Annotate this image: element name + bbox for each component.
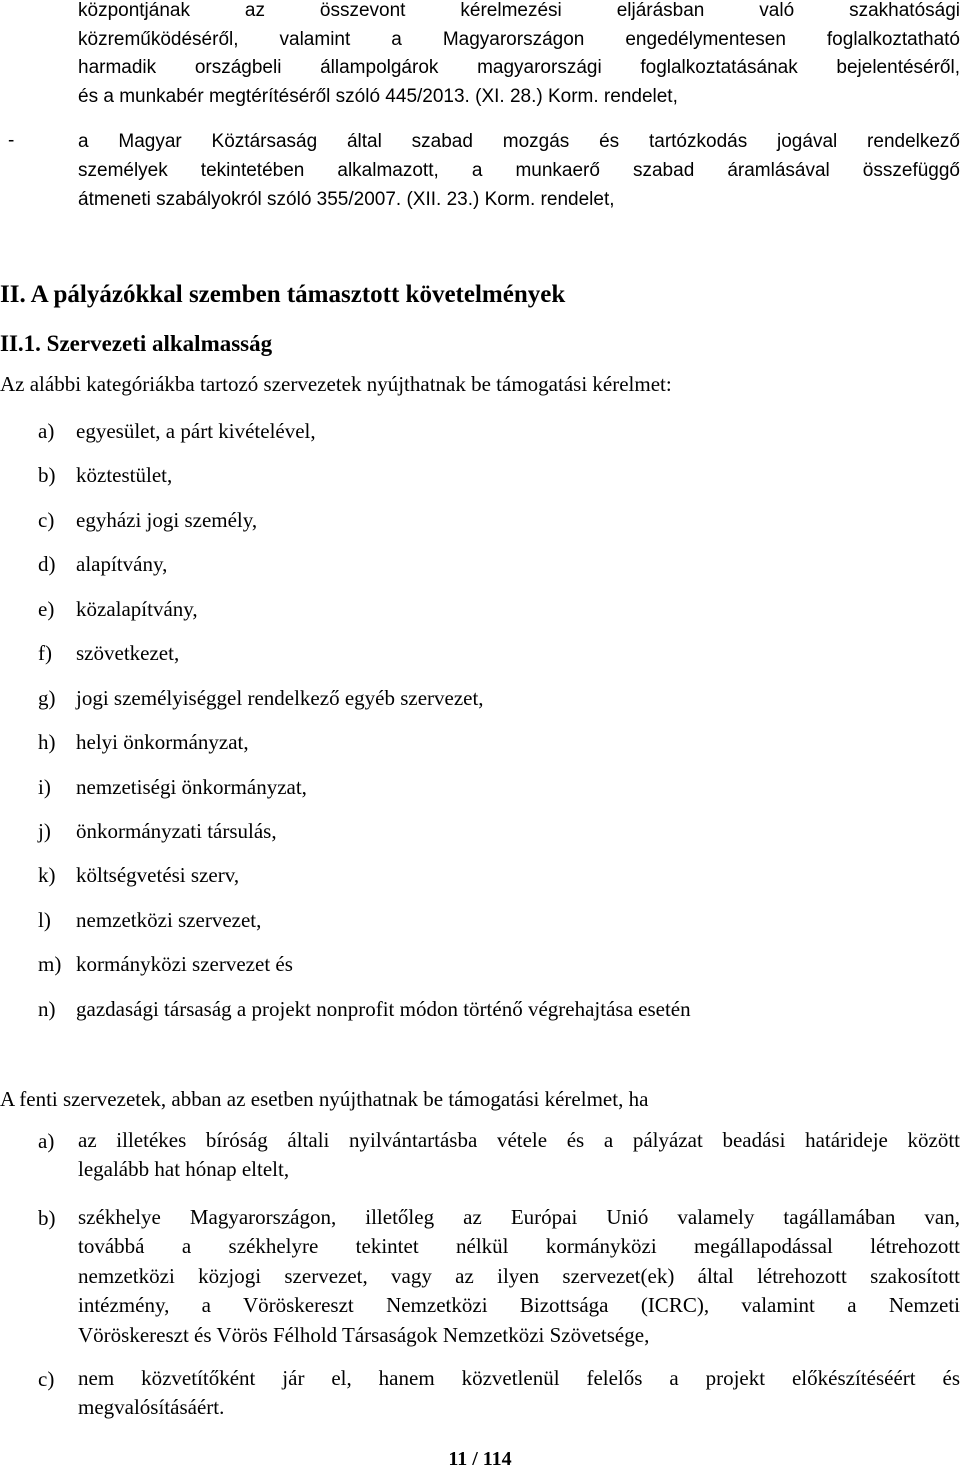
item-text: jogi személyiséggel rendelkező egyéb szervezet, [76, 685, 484, 710]
text-line: intézmény, a Vöröskereszt Nemzetközi Bizottsága (ICRC), valamint a Nemzeti [78, 1293, 960, 1318]
item-label: d) [38, 552, 56, 577]
item-label: f) [38, 641, 52, 666]
intro-paragraph: Az alábbi kategóriákba tartozó szervezetek nyújthatnak be támogatási kérelmet: [0, 372, 672, 396]
condition-label: b) [38, 1206, 56, 1230]
item-label: h) [38, 730, 56, 755]
item-text: gazdasági társaság a projekt nonprofit módon történő végrehajtása esetén [76, 996, 691, 1021]
list-item [0, 727, 960, 771]
list-item [0, 905, 960, 949]
list-item [0, 949, 960, 993]
text-line: a Magyar Köztársaság által szabad mozgás és tartózkodás jogával rendelkező [78, 131, 960, 152]
item-text: közalapítvány, [76, 596, 198, 621]
condition-label: c) [38, 1367, 55, 1391]
list-item [0, 594, 960, 638]
condition-body [78, 1364, 960, 1423]
item-text: szövetkezet, [76, 641, 180, 666]
list-item [0, 816, 960, 860]
list-item [0, 638, 960, 682]
condition-label: a) [38, 1129, 55, 1153]
conditions-intro: A fenti szervezetek, abban az esetben nyújthatnak be támogatási kérelmet, ha [0, 1087, 649, 1111]
text-line: székhelye Magyarországon, illetőleg az Európai Unió valamely tagállamában van, [78, 1205, 960, 1229]
list-item [0, 505, 960, 549]
list-item [0, 860, 960, 904]
text-line: legalább hat hónap eltelt, [78, 1157, 290, 1182]
list-item [0, 772, 960, 816]
text-line: nem közvetítőként jár el, hanem közvetlenül felelős a projekt előkészítéséért és [78, 1366, 960, 1390]
item-label: l) [38, 907, 51, 932]
item-text: egyházi jogi személy, [76, 507, 258, 532]
item-label: b) [38, 463, 56, 488]
item-label: e) [38, 596, 55, 621]
text-line: harmadik országbeli állampolgárok magyarországi foglalkoztatásának bejelentéséről, [78, 57, 960, 78]
bullet-marker: - [8, 130, 15, 151]
text-line: továbbá a székhelyre tekintet nélkül kormányközi megállapodással létrehozott [78, 1234, 960, 1259]
bullet-paragraph [78, 127, 960, 214]
list-item [0, 683, 960, 727]
item-text: egyesület, a párt kivételével, [76, 419, 316, 443]
item-label: m) [38, 952, 62, 977]
item-label: i) [38, 774, 51, 799]
text-line: személyek tekintetében alkalmazott, a munkaerő szabad áramlásával összefüggő [78, 160, 960, 181]
item-text: alapítvány, [76, 552, 168, 577]
item-text: köztestület, [76, 463, 173, 488]
section-heading: II. A pályázókkal szemben támasztott követelmények [0, 281, 566, 308]
item-text: helyi önkormányzat, [76, 730, 249, 755]
condition-body [78, 1126, 960, 1185]
item-label: n) [38, 996, 56, 1021]
list-item [0, 460, 960, 504]
item-text: nemzetiségi önkormányzat, [76, 774, 307, 799]
item-text: kormányközi szervezet és [76, 952, 293, 977]
text-line: közreműködéséről, valamint a Magyarországon engedélymentesen foglalkoztatható [78, 28, 960, 50]
item-text: költségvetési szerv, [76, 863, 240, 888]
text-line: nemzetközi közjogi szervezet, vagy az ilyen szervezet(ek) által létrehozott szakosított [78, 1263, 960, 1288]
text-line: átmeneti szabályokról szóló 355/2007. (XII. 23.) Korm. rendelet, [78, 189, 615, 210]
list-item [0, 416, 960, 460]
text-line: az illetékes bíróság általi nyilvántartásba vétele és a pályázat beadási határideje között [78, 1128, 960, 1152]
page-number: 11 / 114 [448, 1448, 512, 1470]
text-line: megvalósításáért. [78, 1395, 225, 1420]
item-label: j) [38, 818, 51, 843]
text-line: központjának az összevont kérelmezési eljárásban való szakhatósági [78, 0, 960, 21]
text-line: és a munkabér megtérítéséről szóló 445/2013. (XI. 28.) Korm. rendelet, [78, 85, 678, 107]
condition-body [78, 1203, 960, 1350]
continuation-paragraph [78, 0, 960, 111]
organization-type-list [0, 416, 960, 1038]
item-label: a) [38, 419, 55, 443]
item-label: c) [38, 507, 55, 532]
subsection-heading: II.1. Szervezeti alkalmasság [0, 331, 273, 356]
list-item [0, 549, 960, 593]
item-label: k) [38, 863, 56, 888]
text-line: Vöröskereszt és Vörös Félhold Társaságok Nemzetközi Szövetsége, [78, 1322, 650, 1347]
list-item [0, 994, 960, 1038]
item-text: nemzetközi szervezet, [76, 907, 262, 932]
item-text: önkormányzati társulás, [76, 818, 277, 843]
item-label: g) [38, 685, 56, 710]
